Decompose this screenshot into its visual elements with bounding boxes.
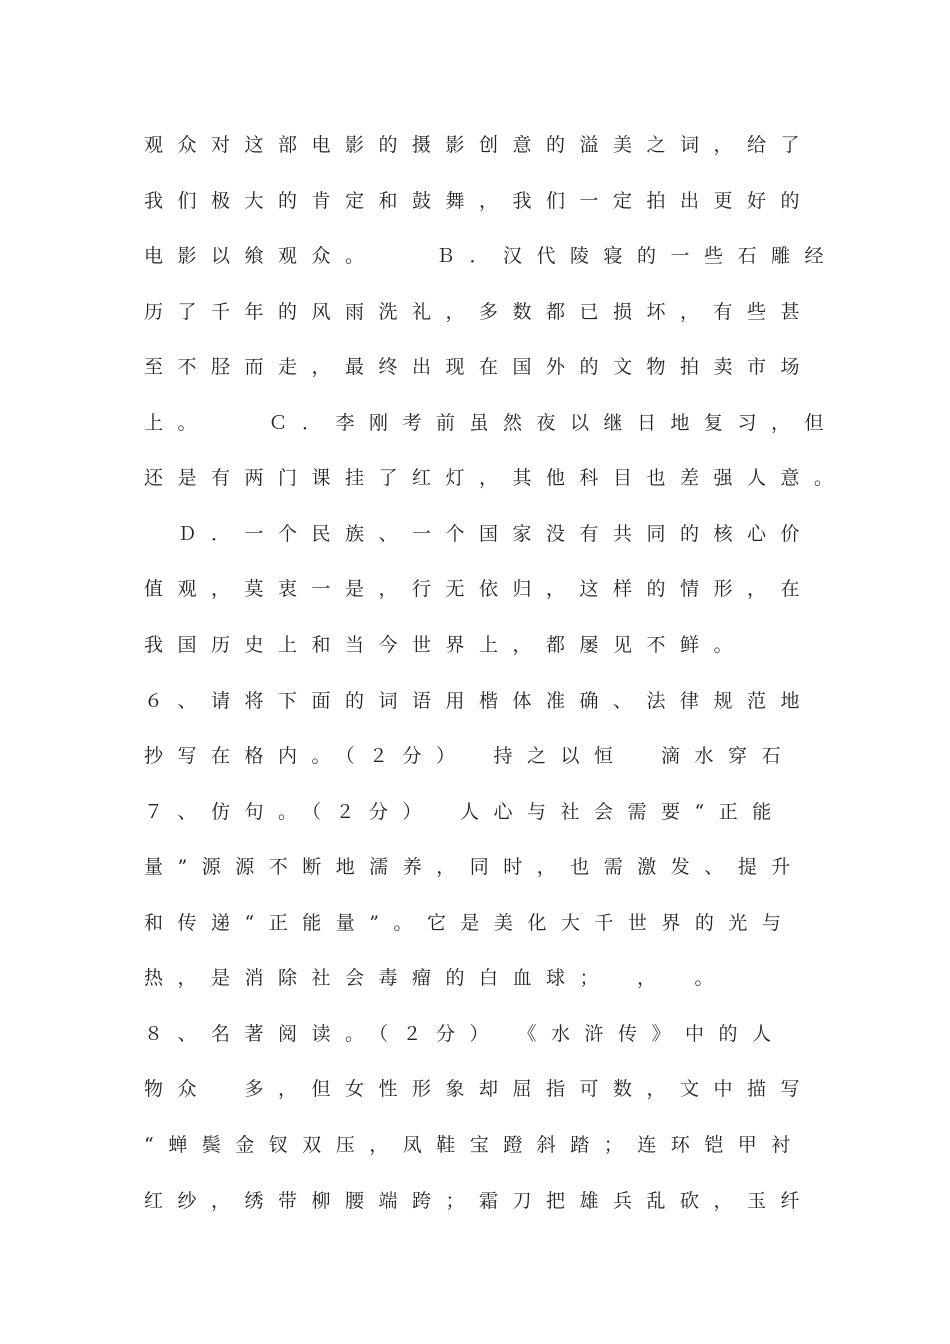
text-line: 物众 多，但女性形象却屈指可数，文中描写	[144, 1078, 815, 1100]
text-line: 上。 Ｃ．李刚考前虽然夜以继日地复习，但	[144, 412, 839, 434]
text-line: ７、仿句。（２分） 人心与社会需要“正能	[144, 801, 786, 823]
text-line: ８、名著阅读。（２分） 《水浒传》中的人	[144, 1023, 786, 1045]
text-line: 我国历史上和当今世界上，都屡见不鲜。	[144, 634, 748, 656]
text-line: 我们极大的肯定和鼓舞，我们一定拍出更好的	[144, 190, 815, 212]
text-line: 热，是消除社会毒瘤的白血球； ， 。	[144, 967, 729, 989]
text-line: 值观，莫衷一是，行无依归，这样的情形，在	[144, 578, 815, 600]
text-line: 抄写在格内。（２分） 持之以恒 滴水穿石	[144, 745, 796, 767]
text-line: 量”源源不断地濡养，同时，也需激发、提升	[144, 856, 805, 878]
text-line: 电影以飨观众。 Ｂ．汉代陵寝的一些石雕经	[144, 245, 839, 267]
text-line: 历了千年的风雨洗礼，多数都已损坏，有些甚	[144, 301, 815, 323]
text-line: 红纱，绣带柳腰端跨；霜刀把雄兵乱砍，玉纤	[144, 1190, 815, 1212]
text-line: 和传递“正能量”。它是美化大千世界的光与	[144, 912, 796, 934]
text-line: 至不胫而走，最终出现在国外的文物拍卖市场	[144, 356, 815, 378]
text-line: 还是有两门课挂了红灯，其他科目也差强人意。	[144, 467, 848, 489]
text-line: “蝉鬓金钗双压，凤鞋宝蹬斜踏；连环铠甲衬	[144, 1134, 805, 1156]
text-line: ６、请将下面的词语用楷体准确、法律规范地	[144, 690, 815, 712]
text-line: Ｄ．一个民族、一个国家没有共同的核心价	[144, 523, 815, 545]
text-line: 观众对这部电影的摄影创意的溢美之词，给了	[144, 134, 815, 156]
